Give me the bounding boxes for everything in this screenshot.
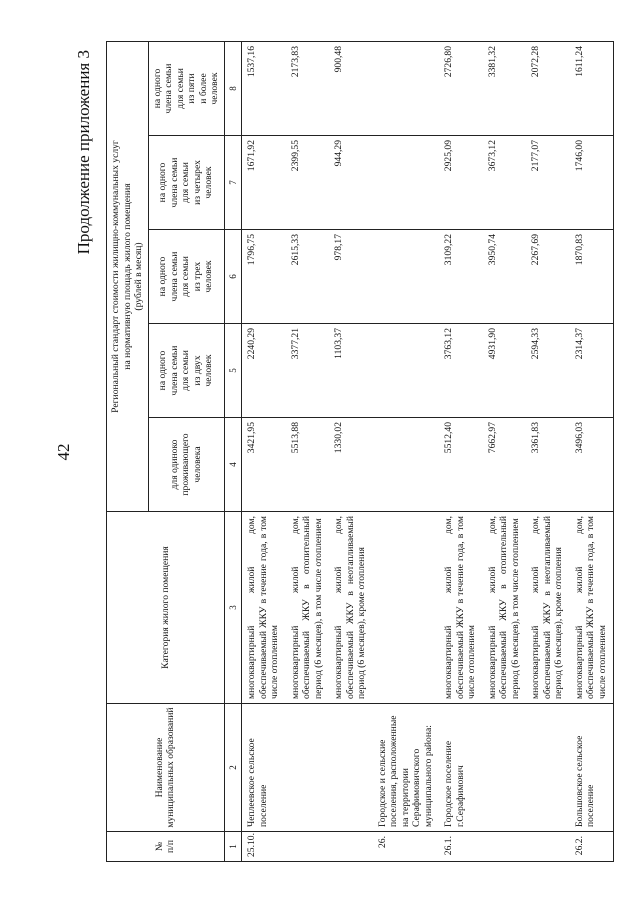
value-single: 5512,40 — [439, 418, 483, 512]
table-row — [483, 41, 527, 861]
page-number: 42 — [54, 443, 73, 461]
municipality-name: Чеплеевское сельское поселение — [242, 704, 286, 832]
table-row — [526, 41, 570, 861]
row-number — [286, 832, 330, 862]
municipality-name — [526, 704, 570, 832]
housing-category: многоквартирный жилой дом, обеспечиваемый ЖКУ в неотапливаемый период (6 месяцев), кроме отопления — [329, 512, 373, 704]
value-family-three: 2615,33 — [286, 230, 330, 324]
header-family-of-two: на одного члена семьи для семьи из двух человек — [148, 324, 224, 418]
column-index: 2 — [224, 704, 242, 832]
table-row — [329, 41, 373, 861]
column-index: 5 — [224, 324, 242, 418]
value-family-three: 978,17 — [329, 230, 373, 324]
value-family-five: 2072,28 — [526, 41, 570, 135]
table-row — [570, 41, 614, 861]
column-index: 8 — [224, 41, 242, 135]
municipality-name: Городское и сельские поселения, расположенные на территории Серафимовичского муниципального района: — [373, 704, 440, 832]
row-number — [526, 832, 570, 862]
value-family-five: 2173,83 — [286, 41, 330, 135]
value-family-five: 2726,80 — [439, 41, 483, 135]
value-family-two: 3377,21 — [286, 324, 330, 418]
value-family-four — [373, 136, 440, 230]
column-index: 3 — [224, 512, 242, 704]
row-number — [329, 832, 373, 862]
header-single-person: для одиноко проживающего человека — [148, 418, 224, 512]
housing-category: многоквартирный жилой дом, обеспечиваемый ЖКУ в отопительный период (6 месяцев), в том числе отоплением — [483, 512, 527, 704]
housing-category: многоквартирный жилой дом, обеспечиваемый ЖКУ в течение года, в том числе отоплением — [570, 512, 614, 704]
table-row — [286, 41, 330, 861]
housing-category — [373, 512, 440, 704]
value-family-five: 3381,32 — [483, 41, 527, 135]
value-family-three: 1796,75 — [242, 230, 286, 324]
value-single: 1330,02 — [329, 418, 373, 512]
value-family-three: 1870,83 — [570, 230, 614, 324]
value-family-five: 900,48 — [329, 41, 373, 135]
column-index: 4 — [224, 418, 242, 512]
value-family-three — [373, 230, 440, 324]
value-single — [373, 418, 440, 512]
header-family-of-three: на одного члена семьи для семьи из трех человек — [148, 230, 224, 324]
municipality-name: Городское поселение г.Серафимович — [439, 704, 483, 832]
municipality-name: Большовское сельское поселение — [570, 704, 614, 832]
municipality-name — [483, 704, 527, 832]
table-row — [439, 41, 483, 861]
table-row — [242, 41, 286, 861]
column-index-row — [224, 41, 242, 861]
value-family-four: 1746,00 — [570, 136, 614, 230]
housing-category: многоквартирный жилой дом, обеспечиваемый ЖКУ в течение года, в том числе отоплением — [242, 512, 286, 704]
value-family-four: 2399,55 — [286, 136, 330, 230]
value-single: 5513,88 — [286, 418, 330, 512]
value-family-four: 3673,12 — [483, 136, 527, 230]
municipality-name — [286, 704, 330, 832]
value-family-four: 1671,92 — [242, 136, 286, 230]
table-row — [373, 41, 440, 861]
housing-category: многоквартирный жилой дом, обеспечиваемый ЖКУ в неотапливаемый период (6 месяцев), кроме отопления — [526, 512, 570, 704]
row-number: 25.10. — [242, 832, 286, 862]
value-family-three: 3109,22 — [439, 230, 483, 324]
row-number: 26. — [373, 832, 440, 862]
header-num: № п/п — [107, 832, 225, 862]
value-family-three: 3950,74 — [483, 230, 527, 324]
value-family-two: 3763,12 — [439, 324, 483, 418]
value-family-two — [373, 324, 440, 418]
value-single: 3496,03 — [570, 418, 614, 512]
column-index: 1 — [224, 832, 242, 862]
row-number: 26.2. — [570, 832, 614, 862]
municipality-name — [329, 704, 373, 832]
value-family-four: 2177,07 — [526, 136, 570, 230]
row-number: 26.1. — [439, 832, 483, 862]
rotated-document-page — [40, 42, 608, 862]
value-family-two: 4931,90 — [483, 324, 527, 418]
header-municipality: Наименование муниципальных образований — [107, 704, 225, 832]
value-family-five: 1537,16 — [242, 41, 286, 135]
column-index: 6 — [224, 230, 242, 324]
value-single: 3421,95 — [242, 418, 286, 512]
housing-category: многоквартирный жилой дом, обеспечиваемый ЖКУ в течение года, в том числе отоплением — [439, 512, 483, 704]
value-family-four: 2925,09 — [439, 136, 483, 230]
header-family-of-four: на одного члена семьи для семьи из четырех человек — [148, 136, 224, 230]
value-family-five — [373, 41, 440, 135]
value-family-two: 2314,37 — [570, 324, 614, 418]
value-single: 7662,97 — [483, 418, 527, 512]
value-family-two: 2594,33 — [526, 324, 570, 418]
header-category: Категория жилого помещения — [107, 512, 225, 704]
value-family-five: 1611,24 — [570, 41, 614, 135]
row-number — [483, 832, 527, 862]
value-family-two: 1103,37 — [329, 324, 373, 418]
header-family-of-five: на одного члена семьи для семьи из пяти и более человек — [148, 41, 224, 135]
appendix-title: Продолжение приложения 3 — [74, 50, 93, 255]
column-index: 7 — [224, 136, 242, 230]
housing-category: многоквартирный жилой дом, обеспечиваемый ЖКУ в отопительный период (6 месяцев), в том числе отоплением — [286, 512, 330, 704]
value-family-four: 944,29 — [329, 136, 373, 230]
header-standard-group: Региональный стандарт стоимости жилищно-коммунальных услуг на нормативную площадь жилого помещения (рублей в месяц) — [107, 41, 149, 511]
value-family-three: 2267,69 — [526, 230, 570, 324]
value-single: 3361,83 — [526, 418, 570, 512]
value-family-two: 2240,29 — [242, 324, 286, 418]
housing-standard-table — [106, 41, 614, 862]
